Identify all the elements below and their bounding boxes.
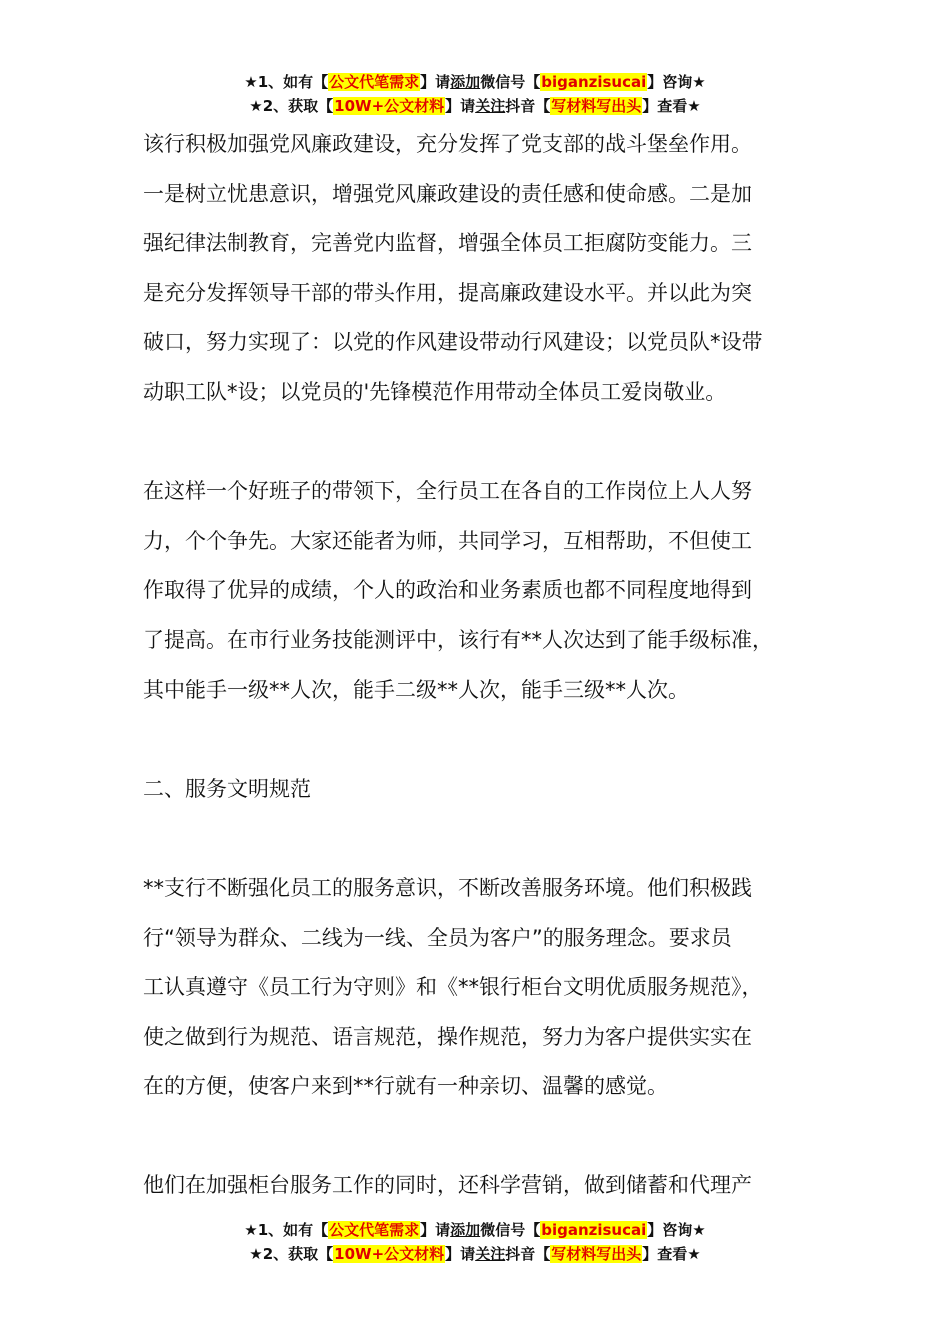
promo-underlined-text: 关注 bbox=[475, 1245, 506, 1263]
promo-line-2 bbox=[0, 94, 950, 118]
star-icon: ★ bbox=[687, 1245, 701, 1263]
promo-highlight: 公文代笔需求 bbox=[329, 1221, 420, 1239]
promo-text: 】咨询 bbox=[647, 1221, 693, 1239]
promo-text: 】请 bbox=[445, 97, 476, 115]
paragraph-marketing: 他们在加强柜台服务工作的同时，还科学营销，做到储蓄和代理产 bbox=[143, 1173, 752, 1198]
star-icon: ★ bbox=[249, 1245, 263, 1263]
promo-text: 微信号【 bbox=[480, 73, 541, 91]
promo-line-1 bbox=[0, 1218, 950, 1242]
promo-text: 】请 bbox=[420, 73, 451, 91]
footer-promo-banner bbox=[0, 1218, 950, 1266]
star-icon: ★ bbox=[687, 97, 701, 115]
promo-highlight: 公文代笔需求 bbox=[329, 73, 420, 91]
document-body bbox=[143, 120, 833, 1211]
promo-text: 】请 bbox=[445, 1245, 476, 1263]
promo-text: 2、获取【 bbox=[262, 1245, 334, 1263]
paragraph-service-awareness: **支行不断强化员工的服务意识，不断改善服务环境。他们积极践 行“领导为群众、二线为一线、全员为客户”的服务理念。要求员 工认真遵守《员工行为守则》和《**银行柜台文明优质服务规范》， 使之做到行为规范、语言规范，操作规范，努力为客户提供实实在 在的方便，使客户来到**行就有一种亲切、温馨的感觉。 bbox=[143, 875, 763, 1099]
promo-text: 抖音【 bbox=[505, 97, 551, 115]
star-icon: ★ bbox=[244, 73, 258, 91]
promo-highlight: biganzisucai bbox=[541, 73, 647, 91]
star-icon: ★ bbox=[692, 1221, 706, 1239]
promo-highlight: 10W+公文材料 bbox=[334, 1245, 445, 1263]
promo-line-1 bbox=[0, 70, 950, 94]
section-heading-service: 二、服务文明规范 bbox=[143, 776, 311, 801]
header-promo-banner bbox=[0, 70, 950, 118]
promo-text: 】请 bbox=[420, 1221, 451, 1239]
promo-highlight: biganzisucai bbox=[541, 1221, 647, 1239]
star-icon: ★ bbox=[692, 73, 706, 91]
promo-highlight: 写材料写出头 bbox=[551, 97, 642, 115]
promo-underlined-text: 添加 bbox=[450, 1221, 481, 1239]
promo-underlined-text: 关注 bbox=[475, 97, 506, 115]
promo-text: 微信号【 bbox=[480, 1221, 541, 1239]
promo-text: 】查看 bbox=[642, 97, 688, 115]
promo-text: 】咨询 bbox=[647, 73, 693, 91]
promo-underlined-text: 添加 bbox=[450, 73, 481, 91]
promo-text: 2、获取【 bbox=[262, 97, 334, 115]
promo-text: 1、如有【 bbox=[257, 1221, 329, 1239]
promo-text: 1、如有【 bbox=[257, 73, 329, 91]
promo-line-2 bbox=[0, 1242, 950, 1266]
promo-highlight: 写材料写出头 bbox=[551, 1245, 642, 1263]
star-icon: ★ bbox=[249, 97, 263, 115]
star-icon: ★ bbox=[244, 1221, 258, 1239]
paragraph-party-building: 该行积极加强党风廉政建设，充分发挥了党支部的战斗堡垒作用。 一是树立忧患意识，增强党风廉政建设的责任感和使命感。二是加 强纪律法制教育，完善党内监督，增强全体员工拒腐防变能力。三 是充分发挥领导干部的带头作用，提高廉政建设水平。并以此为突 破口，努力实现了：以党的作风建设带动行风建设；以党员队*设带 动职工队*设；以党员的'先锋模范作用带动全体员工爱岗敬业。 bbox=[143, 132, 763, 404]
promo-highlight: 10W+公文材料 bbox=[334, 97, 445, 115]
paragraph-staff-performance: 在这样一个好班子的带领下，全行员工在各自的工作岗位上人人努 力，个个争先。大家还能者为师，共同学习，互相帮助，不但使工 作取得了优异的成绩，个人的政治和业务素质也都不同程度地得到 了提高。在市行业务技能测评中，该行有**人次达到了能手级标准， 其中能手一级**人次，能手二级**人次，能手三级**人次。 bbox=[143, 479, 773, 702]
promo-text: 】查看 bbox=[642, 1245, 688, 1263]
promo-text: 抖音【 bbox=[505, 1245, 551, 1263]
